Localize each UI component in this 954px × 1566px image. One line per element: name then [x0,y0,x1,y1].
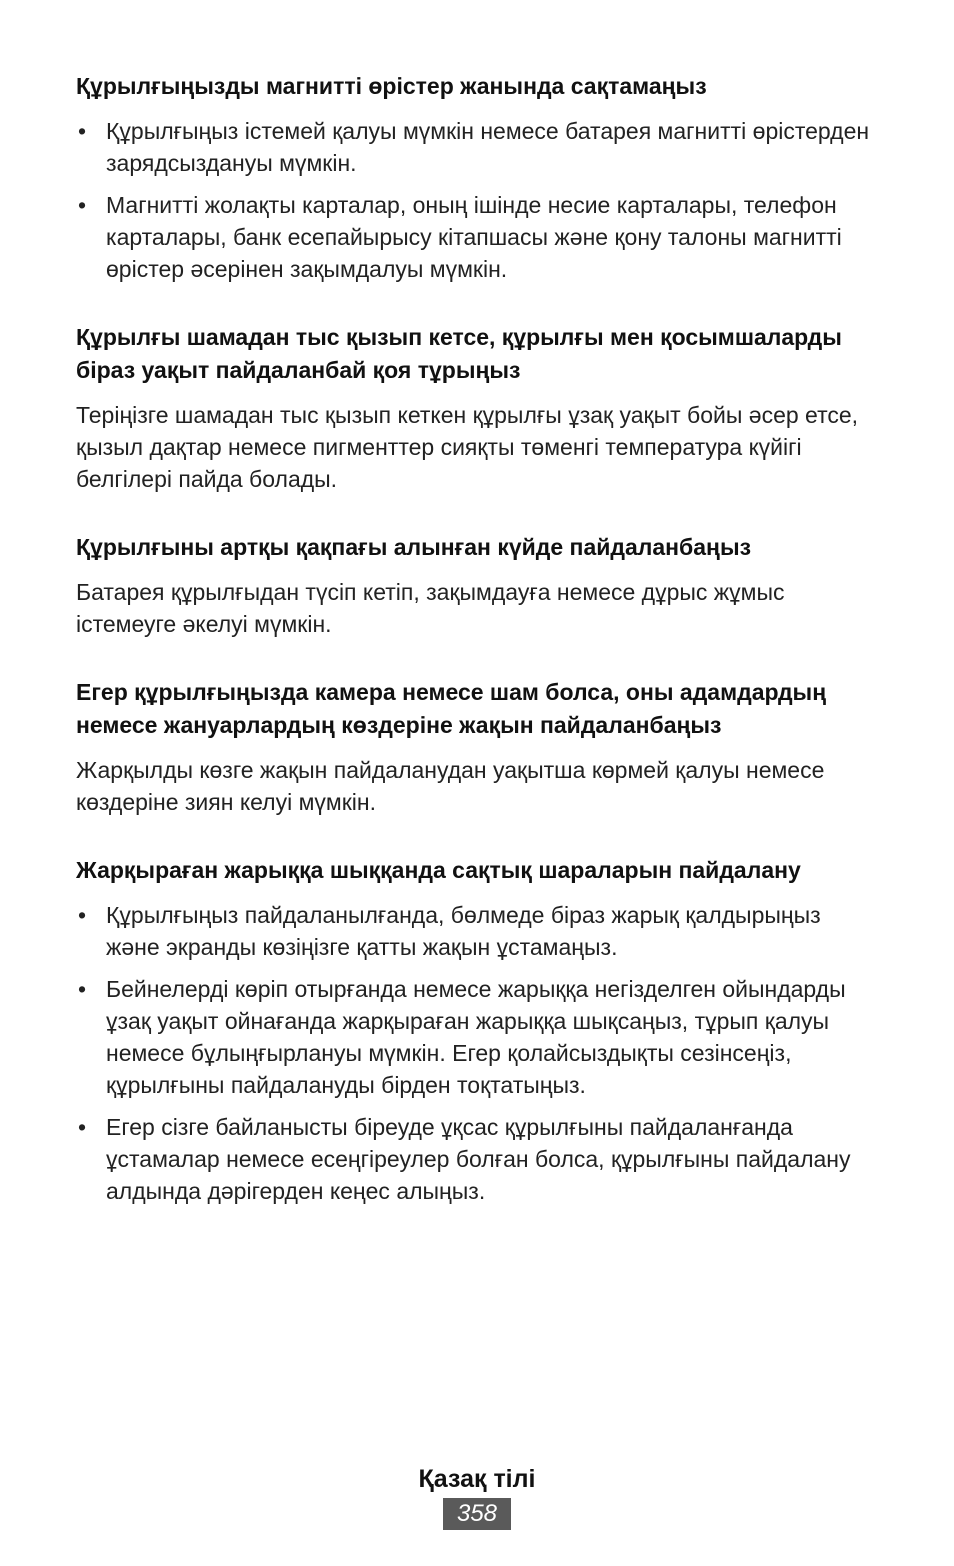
section-heading: Құрылғыны артқы қақпағы алынған күйде пайдаланбаңыз [76,534,752,560]
bullet-item [76,1111,876,1207]
footer-language: Қазақ тілі [418,1465,536,1493]
section-back-cover [76,531,876,640]
bullet-text: Құрылғыңыз пайдаланылғанда, бөлмеде біраз жарық қалдырыңыз және экранды көзіңізге қатты жақын ұстамаңыз. [106,902,821,960]
bullet-dot: • [78,976,87,1002]
section-magnetic-fields [76,70,876,285]
section-overheating [76,321,876,495]
bullet-item [76,899,876,963]
bullet-dot: • [78,192,87,218]
section-camera-flash [76,676,876,818]
bullet-item [76,115,876,179]
section-paragraph: Батарея құрылғыдан түсіп кетіп, зақымдауға немесе дұрыс жұмыс істемеуге әкелуі мүмкін. [76,579,785,637]
bullet-item [76,189,876,285]
bullet-list [76,115,876,285]
bullet-dot: • [78,118,87,144]
bullet-dot: • [78,902,87,928]
section-flashing-lights [76,854,876,1207]
document-page [76,70,876,1243]
bullet-dot: • [78,1114,87,1140]
section-heading: Егер құрылғыңызда камера немесе шам болса, оны адамдардың немесе жануарлардың көздеріне жақын пайдаланбаңыз [76,679,827,738]
bullet-list [76,899,876,1207]
page-number: 358 [443,1498,511,1530]
bullet-text: Магнитті жолақты карталар, оның ішінде несие карталары, телефон карталары, банк есепайырысу кітапшасы және қону талоны магнитті өрістер әсерінен зақымдалуы мүмкін. [106,192,842,282]
section-paragraph: Теріңізге шамадан тыс қызып кеткен құрылғы ұзақ уақыт бойы әсер етсе, қызыл дақтар немесе пигменттер сияқты төменгі температура күйігі белгілері пайда болады. [76,402,859,492]
page-footer [0,1462,954,1530]
section-heading: Жарқыраған жарыққа шыққанда сақтық шараларын пайдалану [76,857,801,883]
bullet-item [76,973,876,1101]
bullet-text: Егер сізге байланысты біреуде ұқсас құрылғыны пайдаланғанда ұстамалар немесе есеңгіреулер болған болса, құрылғыны пайдалану алдында дәрігерден кеңес алыңыз. [106,1114,851,1204]
section-paragraph: Жарқылды көзге жақын пайдаланудан уақытша көрмей қалуы немесе көздеріне зиян келуі мүмкін. [76,757,825,815]
bullet-text: Бейнелерді көріп отырғанда немесе жарыққа негізделген ойындарды ұзақ уақыт ойнағанда жарқыраған жарыққа шықсаңыз, тұрып қалуы немесе бұлыңғырлануы мүмкін. Егер қолайсыздықты сезінсеңіз, құрылғыны пайдалануды бірден тоқтатыңыз. [106,976,846,1098]
bullet-text: Құрылғыңыз істемей қалуы мүмкін немесе батарея магнитті өрістерден зарядсыздануы мүмкін. [106,118,870,176]
section-heading: Құрылғы шамадан тыс қызып кетсе, құрылғы мен қосымшаларды біраз уақыт пайдаланбай қоя тұрыңыз [76,324,842,383]
section-heading: Құрылғыңызды магнитті өрістер жанында сақтамаңыз [76,73,707,99]
